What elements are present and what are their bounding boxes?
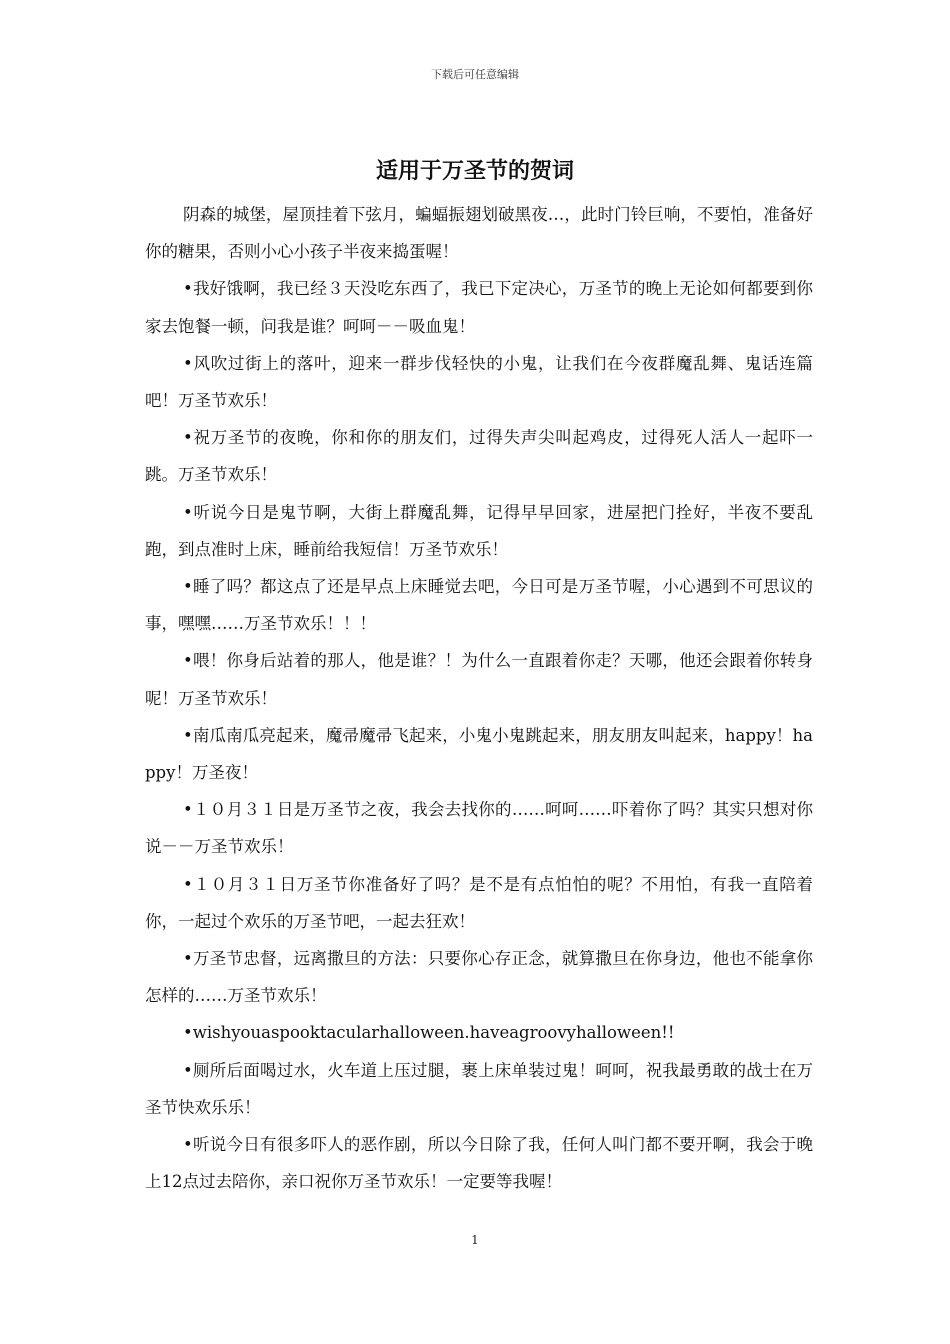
- greeting-item: •祝万圣节的夜晚，你和你的朋友们，过得失声尖叫起鸡皮，过得死人活人一起吓一跳。万圣节欢乐！: [145, 428, 813, 485]
- greeting-item: •１０月３１日万圣节你准备好了吗？是不是有点怕怕的呢？不用怕，有我一直陪着你，一起过个欢乐的万圣节吧，一起去狂欢！: [145, 874, 813, 931]
- greeting-item: •听说今日是鬼节啊，大街上群魔乱舞，记得早早回家，进屋把门拴好，半夜不要乱跑，到点准时上床，睡前给我短信！万圣节欢乐！: [145, 502, 813, 559]
- page-number: 1: [471, 1233, 479, 1247]
- paragraph-intro: 阴森的城堡，屋顶挂着下弦月，蝙蝠振翅划破黑夜…，此时门铃巨响，不要怕，准备好你的糖果，否则小心小孩子半夜来捣蛋喔！: [145, 205, 813, 262]
- greeting-item: •１０月３１日是万圣节之夜，我会去找你的……呵呵……吓着你了吗？其实只想对你说－－万圣节欢乐！: [145, 800, 813, 857]
- greeting-item: •wishyouaspooktacularhalloween.haveagroovyhalloween!!: [183, 1023, 675, 1043]
- page-header-note: 下载后可任意编辑: [431, 68, 519, 81]
- greeting-item: •听说今日有很多吓人的恶作剧，所以今日除了我，任何人叫门都不要开啊，我会于晚上12点过去陪你，亲口祝你万圣节欢乐！一定要等我喔！: [145, 1135, 813, 1192]
- document-title: 适用于万圣节的贺词: [375, 159, 574, 184]
- greeting-item: •风吹过街上的落叶，迎来一群步伐轻快的小鬼，让我们在今夜群魔乱舞、鬼话连篇吧！万圣节欢乐！: [145, 353, 813, 411]
- greeting-item: •我好饿啊，我已经３天没吃东西了，我已下定决心，万圣节的晚上无论如何都要到你家去饱餐一顿，问我是谁？呵呵－－吸血鬼！: [145, 279, 813, 336]
- greeting-item: •喂！你身后站着的那人，他是谁？！为什么一直跟着你走？天哪，他还会跟着你转身呢！万圣节欢乐！: [145, 651, 813, 708]
- document-body: [145, 196, 813, 1200]
- greeting-item: •南瓜南瓜亮起来，魔帚魔帚飞起来，小鬼小鬼跳起来，朋友朋友叫起来，happy！happy！万圣夜！: [145, 725, 813, 783]
- greeting-item: •睡了吗？都这点了还是早点上床睡觉去吧，今日可是万圣节喔，小心遇到不可思议的事，嘿嘿……万圣节欢乐！！！: [145, 577, 813, 634]
- greeting-item: •万圣节忠督，远离撒旦的方法：只要你心存正念，就算撒旦在你身边，他也不能拿你怎样的……万圣节欢乐！: [145, 949, 813, 1006]
- greeting-item: •厕所后面喝过水，火车道上压过腿，裹上床单装过鬼！呵呵，祝我最勇敢的战士在万圣节快欢乐乐！: [145, 1060, 813, 1117]
